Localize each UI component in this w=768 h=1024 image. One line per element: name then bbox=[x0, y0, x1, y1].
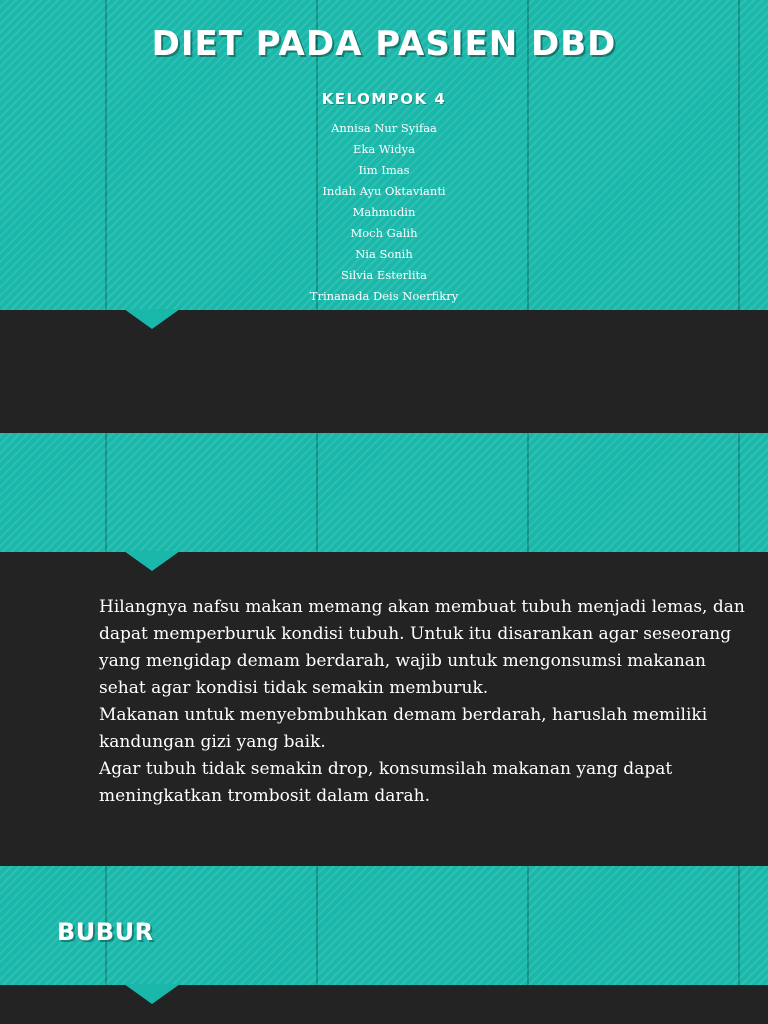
paragraph: Hilangnya nafsu makan memang akan membuat tubuh menjadi lemas, dan dapat memperburuk kondisi tubuh. Untuk itu disarankan agar seseorang yang mengidap demam berdarah, wajib untuk mengonsumsi makanan sehat agar kondisi tidak semakin memburuk. bbox=[99, 597, 745, 698]
member-list bbox=[0, 118, 768, 307]
member-name: Eka Widya bbox=[353, 142, 415, 156]
title-slide-body bbox=[0, 329, 768, 431]
page-title: DIET PADA PASIEN DBD bbox=[151, 24, 617, 64]
header-notch bbox=[124, 309, 180, 329]
paragraph: Agar tubuh tidak semakin drop, konsumsilah makanan yang dapat meningkatkan trombosit dalam darah. bbox=[99, 759, 673, 806]
content-slide-header bbox=[0, 433, 768, 552]
member-name: Trinanada Deis Noerfikry bbox=[309, 289, 459, 303]
header-notch bbox=[124, 551, 180, 571]
header-notch bbox=[124, 984, 180, 1004]
member-name: Silvia Esterlita bbox=[341, 268, 427, 282]
section-title: BUBUR bbox=[57, 918, 154, 946]
group-label: KELOMPOK 4 bbox=[321, 90, 447, 108]
paragraph: Makanan untuk menyebmbuhkan demam berdarah, haruslah memiliki kandungan gizi yang baik. bbox=[99, 705, 708, 752]
content-text bbox=[99, 594, 749, 810]
member-name: Moch Galih bbox=[350, 226, 418, 240]
member-name: Nia Sonih bbox=[355, 247, 413, 261]
member-name: Indah Ayu Oktavianti bbox=[322, 184, 446, 198]
member-name: Iim Imas bbox=[358, 163, 410, 177]
member-name: Annisa Nur Syifaa bbox=[331, 121, 437, 135]
member-name: Mahmudin bbox=[352, 205, 416, 219]
